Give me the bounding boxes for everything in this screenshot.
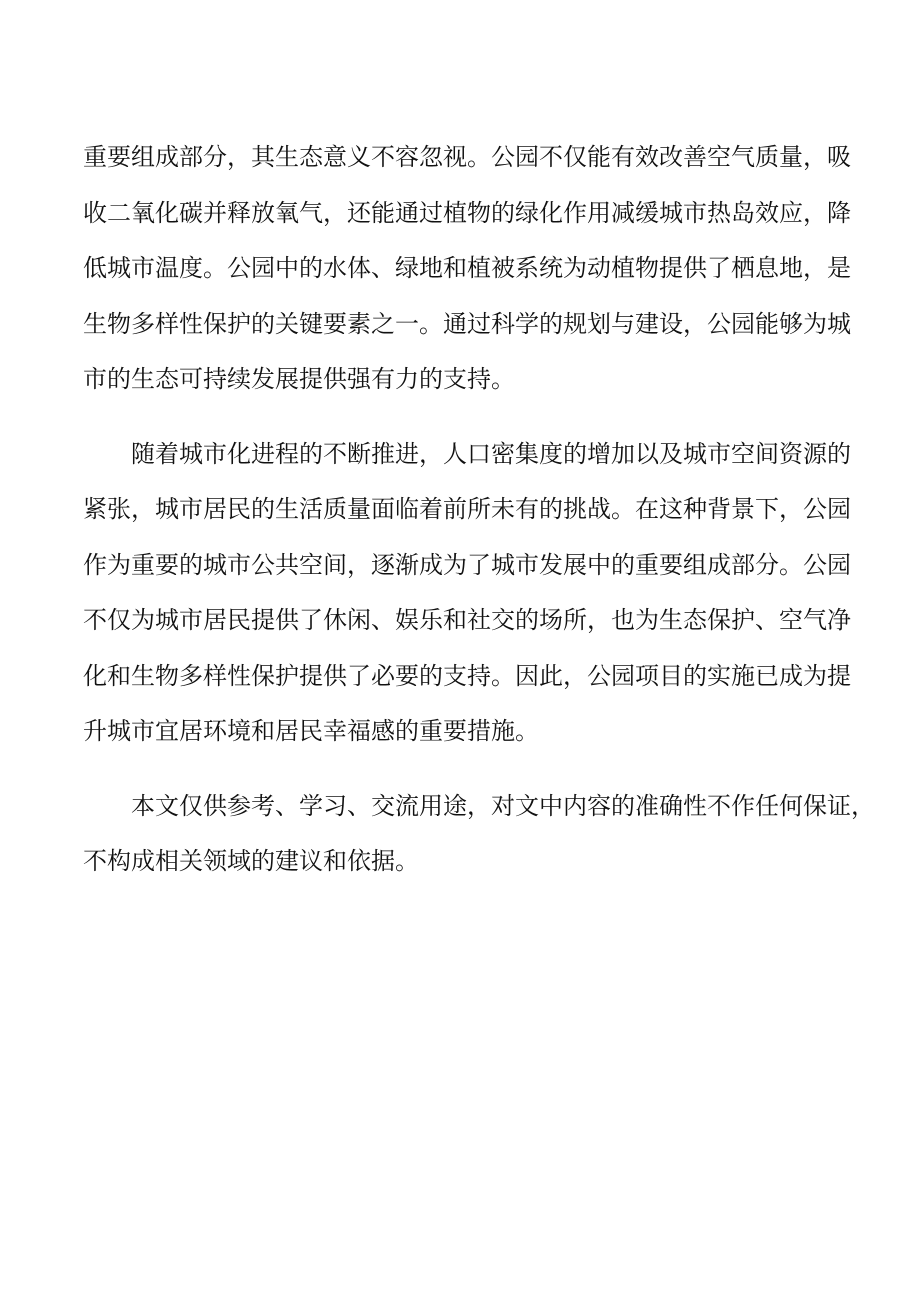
text-line: 重要组成部分，其生态意义不容忽视。公园不仅能有效改善空气质量，吸	[83, 143, 851, 171]
paragraph-urbanization-background	[83, 427, 851, 760]
text-line: 不仅为城市居民提供了休闲、娱乐和社交的场所，也为生态保护、空气净	[83, 606, 851, 634]
paragraph-ecological-significance	[83, 130, 851, 408]
paragraph-disclaimer	[83, 779, 875, 890]
text-line: 化和生物多样性保护提供了必要的支持。因此，公园项目的实施已成为提	[83, 661, 851, 690]
text-line: 作为重要的城市公共空间，逐渐成为了城市发展中的重要组成部分。公园	[83, 550, 851, 579]
text-line: 随着城市化进程的不断推进，人口密集度的增加以及城市空间资源的	[131, 439, 851, 468]
text-line: 紧张，城市居民的生活质量面临着前所未有的挑战。在这种背景下，公园	[83, 495, 851, 523]
text-line: 生物多样性保护的关键要素之一。通过科学的规划与建设，公园能够为城	[83, 309, 851, 338]
text-line: 本文仅供参考、学习、交流用途，对文中内容的准确性不作任何保证，	[131, 791, 875, 820]
document-body	[83, 130, 875, 890]
text-line: 不构成相关领域的建议和依据。	[83, 847, 419, 875]
text-line: 市的生态可持续发展提供强有力的支持。	[83, 365, 515, 393]
text-line: 低城市温度。公园中的水体、绿地和植被系统为动植物提供了栖息地，是	[83, 254, 851, 282]
text-line: 收二氧化碳并释放氧气，还能通过植物的绿化作用减缓城市热岛效应，降	[83, 198, 851, 227]
text-line: 升城市宜居环境和居民幸福感的重要措施。	[83, 717, 539, 745]
